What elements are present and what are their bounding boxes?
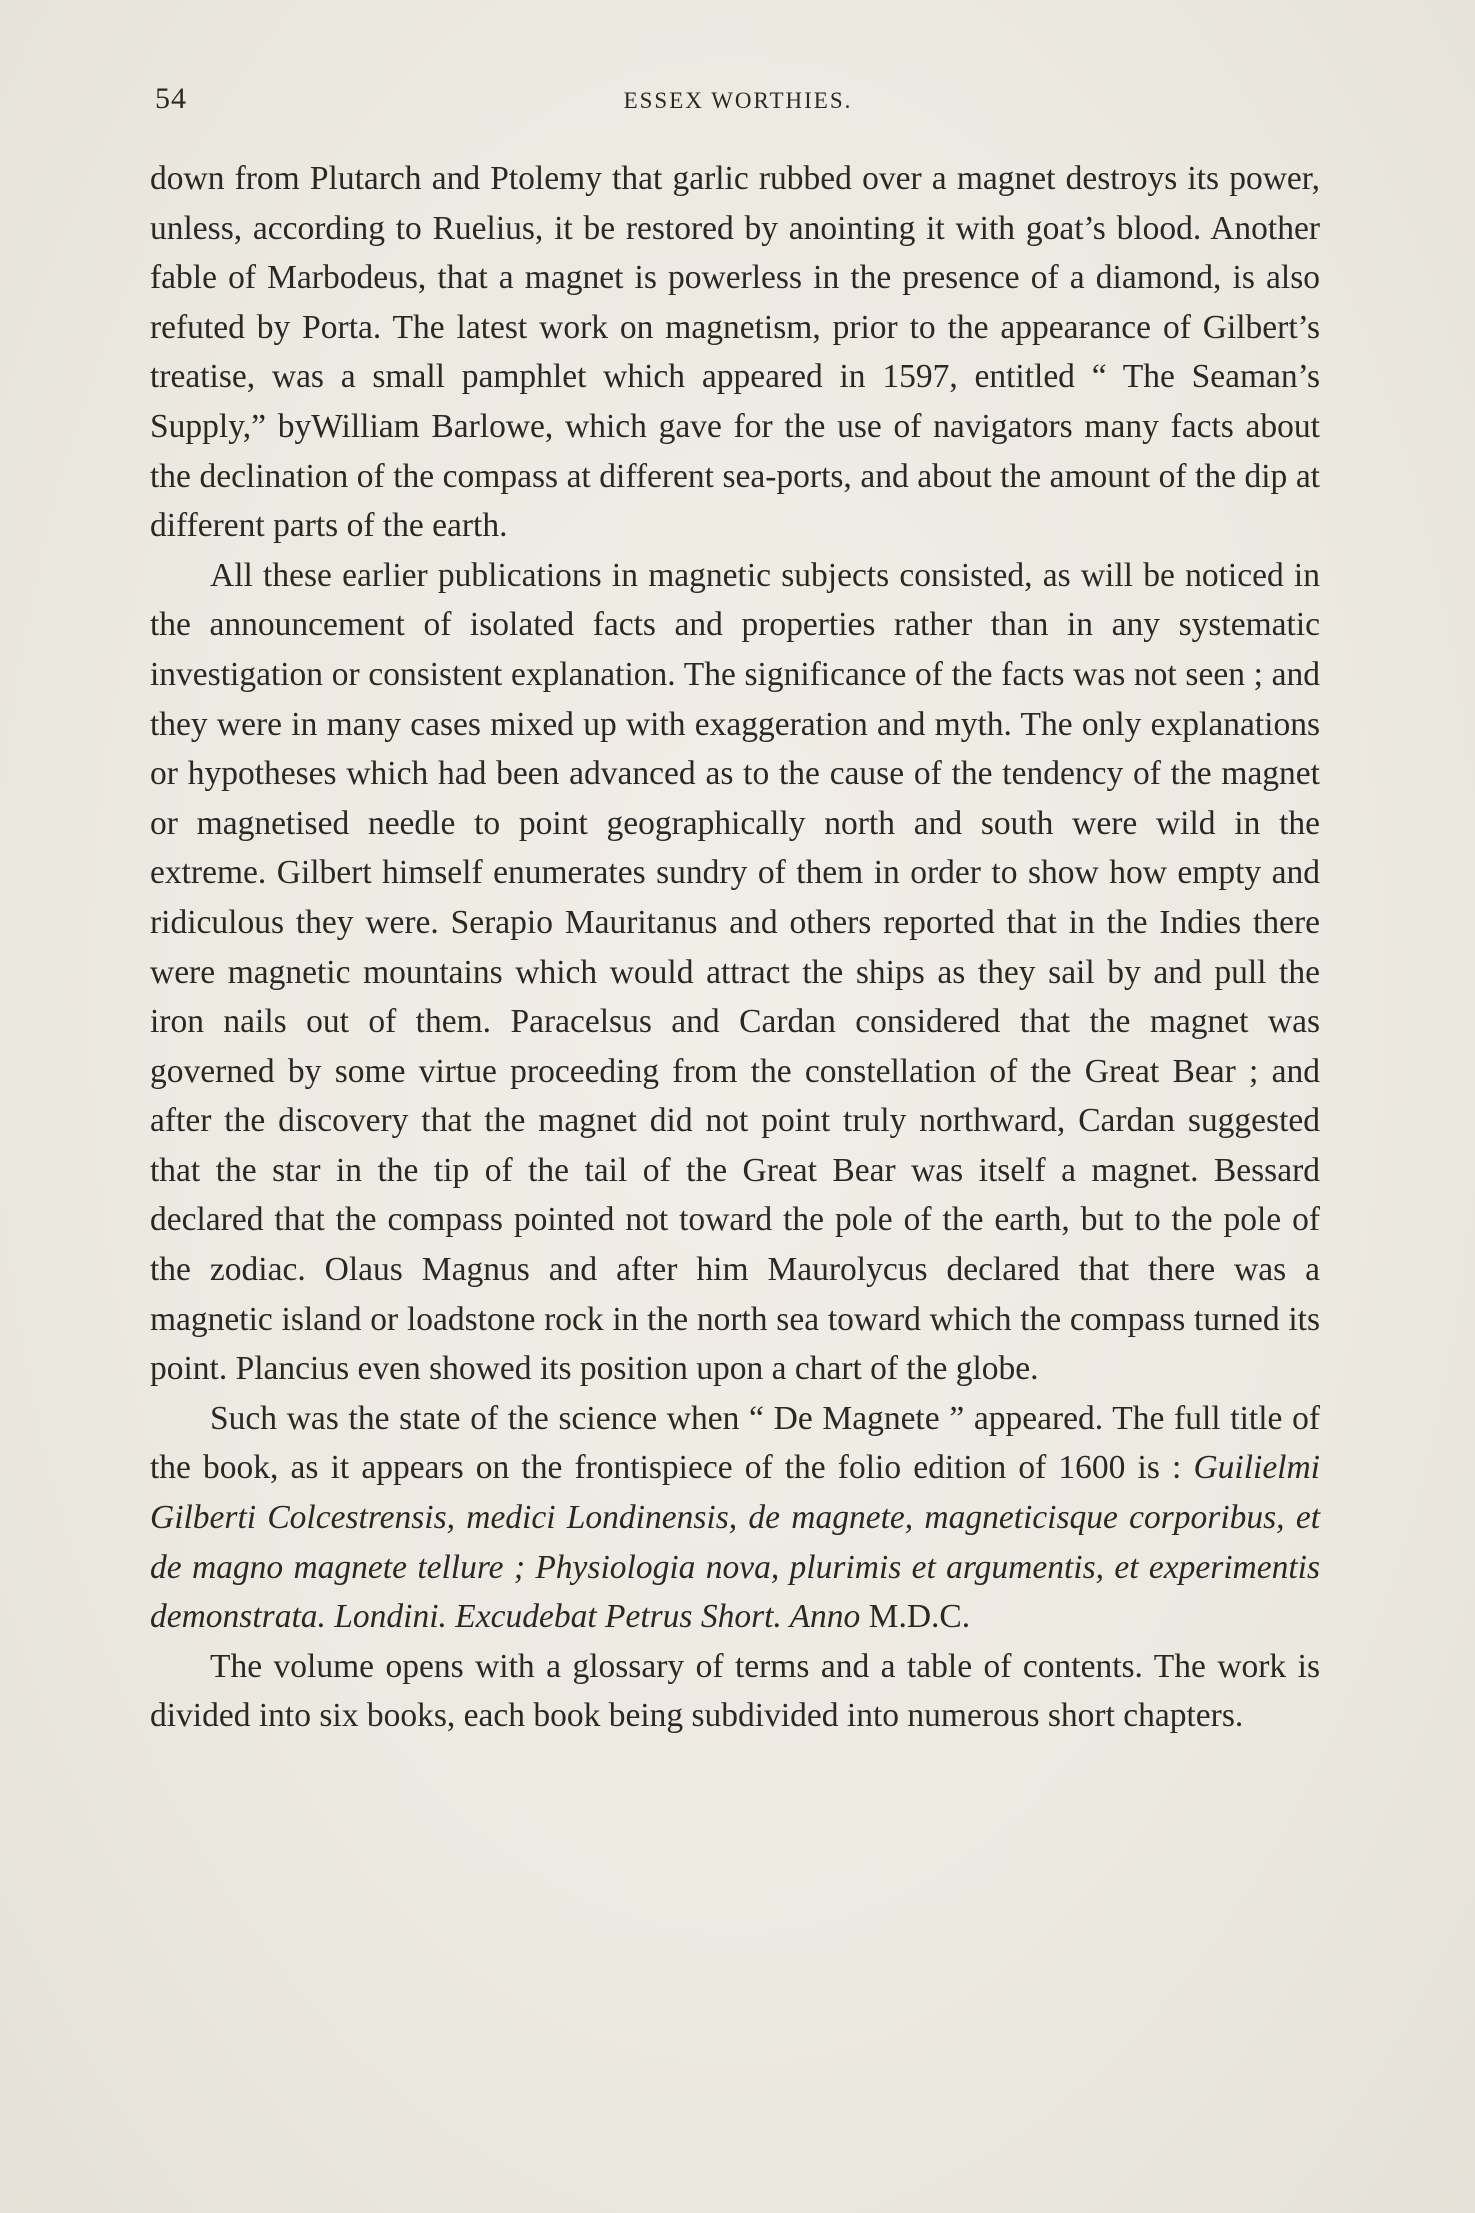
book-title-italic: Guilielmi Gilberti Colcestrensis, medici Londinensis, de magnete, magneticisque corporibus, et de magno magnete tellure ; Physiologia nova, plurimis et argumentis, et experimentis demonstrata. Londini. Excudebat Petrus Short. Anno [150,1449,1320,1636]
page-number: 54 [155,82,187,115]
paragraph-3-intro: Such was the state of the science when “ De Magnete ” appeared. The full title of the book, as it appears on the frontispiece of the folio edition of 1600 is : [150,1399,1320,1487]
running-head: ESSEX WORTHIES. [623,88,853,113]
page-header [155,82,1321,122]
paragraph-1: down from Plutarch and Ptolemy that garlic rubbed over a magnet destroys its power, unless, according to Ruelius, it be restored by anointing it with goat’s blood. Another fable of Marbodeus, that a magnet is powerless in the presence of a diamond, is also refuted by Porta. The latest work on magnetism, prior to the appearance of Gilbert’s treatise, was a small pamphlet which appeared in 1597, entitled “ The Seaman’s Supply,” byWilliam Barlowe, which gave for the use of navigators many facts about the declination of the compass at different sea-ports, and about the amount of the dip at different parts of the earth. [150,160,1320,545]
paragraph-4: The volume opens with a glossary of terms and a table of contents. The work is divided into six books, each book being subdivided into numerous short chapters. [150,1647,1320,1735]
body-text [150,154,1320,1741]
paragraph-3-date: M.D.C. [860,1598,971,1636]
paragraph-3 [150,1394,1320,1642]
paragraph-2: All these earlier publications in magnetic subjects consisted, as will be noticed in the announcement of isolated facts and properties rather than in any systematic investigation or consistent explanation. The significance of the facts was not seen ; and they were in many cases mixed up with exaggeration and myth. The only explanations or hypotheses which had been advanced as to the cause of the tendency of the magnet or magnetised needle to point geographically north and south were wild in the extreme. Gilbert himself enumerates sundry of them in order to show how empty and ridiculous they were. Serapio Mauritanus and others reported that in the Indies there were magnetic mountains which would attract the ships as they sail by and pull the iron nails out of them. Paracelsus and Cardan considered that the magnet was governed by some virtue proceeding from the constellation of the Great Bear ; and after the discovery that the magnet did not point truly northward, Cardan suggested that the star in the tip of the tail of the Great Bear was itself a magnet. Bessard declared that the compass pointed not toward the pole of the earth, but to the pole of the zodiac. Olaus Magnus and after him Maurolycus declared that there was a magnetic island or loadstone rock in the north sea toward which the compass turned its point. Plancius even showed its position upon a chart of the globe. [150,556,1320,1388]
